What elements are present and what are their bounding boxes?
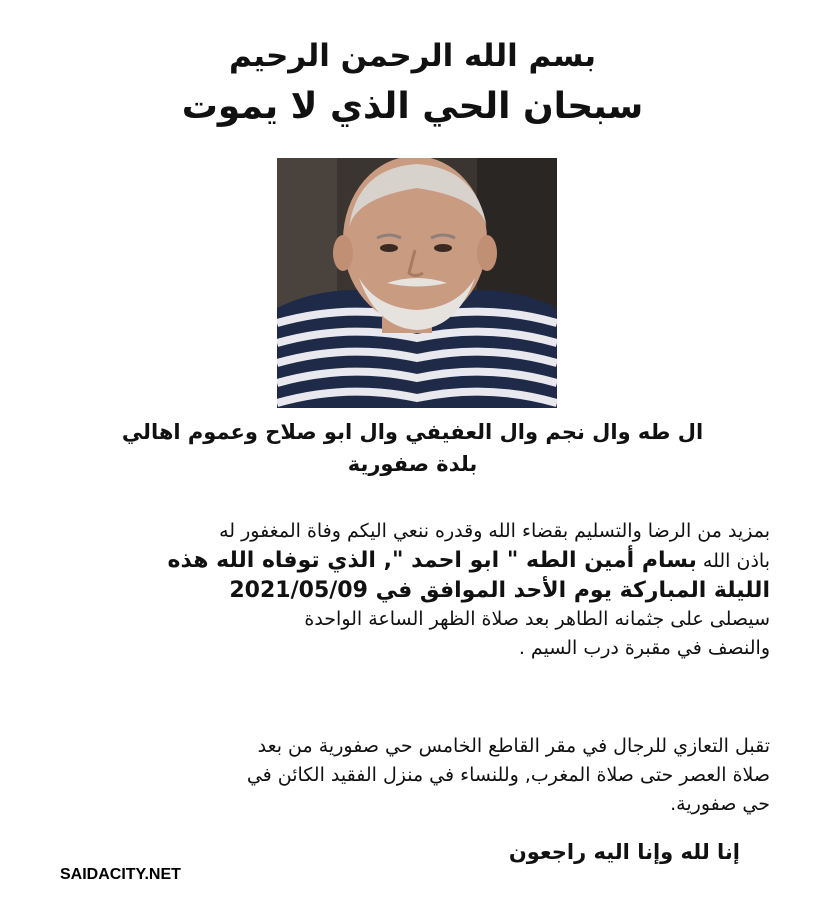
village-line: بلدة صفورية	[347, 452, 478, 476]
deceased-name: بسام أمين الطه " ابو احمد ", الذي توفاه الله هذه	[167, 548, 697, 573]
condolences-line: صلاة العصر حتى صلاة المغرب, وللنساء في منزل الفقيد الكائن في	[246, 764, 770, 786]
condolences-line: حي صفورية.	[670, 793, 770, 815]
funeral-line: سيصلى على جثمانه الطاهر بعد صلاة الظهر الساعة الواحدة	[304, 608, 770, 630]
announcement-text: باذن الله	[696, 550, 770, 572]
subheading: سبحان الحي الذي لا يموت	[181, 86, 644, 127]
death-date-line: الليلة المباركة يوم الأحد الموافق في 2021/05/09	[229, 578, 770, 603]
funeral-line: والنصف في مقبرة درب السيم .	[518, 637, 770, 659]
condolences-line: تقبل التعازي للرجال في مقر القاطع الخامس حي صفورية من بعد	[257, 735, 770, 757]
basmala-heading: بسم الله الرحمن الرحيم	[228, 38, 597, 74]
portrait-photo	[277, 158, 557, 408]
announcement-line: بمزيد من الرضا والتسليم بقضاء الله وقدره ننعي اليكم وفاة المغفور له	[219, 520, 770, 542]
announcement-paragraph	[50, 517, 770, 663]
announcement-line	[50, 546, 770, 576]
families-line: ال طه وال نجم وال العفيفي وال ابو صلاح وعموم اهالي	[121, 420, 704, 444]
closing-verse: إنا لله وإنا اليه راجعون	[508, 840, 740, 864]
site-watermark: SAIDACITY.NET	[60, 866, 181, 883]
condolences-paragraph	[50, 732, 770, 819]
